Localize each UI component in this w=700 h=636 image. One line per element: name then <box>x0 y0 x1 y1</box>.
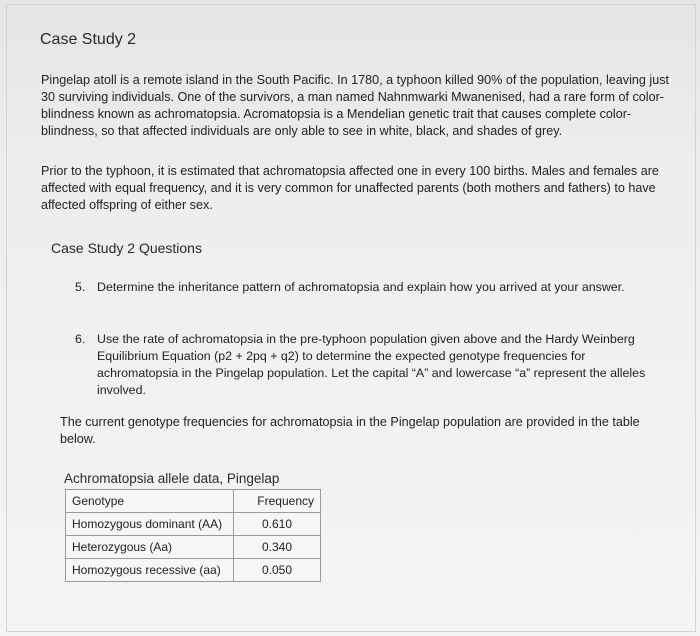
header-frequency: Frequency <box>234 490 321 513</box>
genotype-cell: Heterozygous (Aa) <box>66 536 234 559</box>
genotype-cell: Homozygous recessive (aa) <box>66 559 234 582</box>
table-row <box>66 513 321 536</box>
frequency-cell: 0.050 <box>234 559 321 582</box>
questions-heading: Case Study 2 Questions <box>51 240 202 256</box>
table-row <box>66 536 321 559</box>
question-text: Determine the inheritance pattern of achromatopsia and explain how you arrived at your answer. <box>97 280 625 294</box>
table-intro-paragraph: The current genotype frequencies for achromatopsia in the Pingelap population are provided in the table below. <box>60 415 640 446</box>
allele-data-table <box>65 489 321 582</box>
question-text: Use the rate of achromatopsia in the pre-typhoon population given above and the Hardy Weinberg Equilibrium Equation (p2 + 2pq + q2) to determine the expected genotype frequencies for achromatopsia in the Pingelap population. Let the capital “A” and lowercase “a” represent the alleles involved. <box>97 332 646 397</box>
header-genotype: Genotype <box>66 490 234 513</box>
frequency-cell: 0.340 <box>234 536 321 559</box>
question-number: 6. <box>75 332 86 346</box>
genotype-cell: Homozygous dominant (AA) <box>66 513 234 536</box>
table-row <box>66 559 321 582</box>
table-header-row <box>66 490 321 513</box>
table-caption: Achromatopsia allele data, Pingelap <box>64 471 280 486</box>
intro-paragraph: Pingelap atoll is a remote island in the South Pacific. In 1780, a typhoon killed 90% of the population, leaving just 30 surviving individuals. One of the survivors, a man named Nahnmwarki Mwanenised, had a rare form of color-blindness known as achromatopsia. Acromatopsia is a Mendelian genetic trait that causes complete color-blindness, so that affected individuals are only able to see in white, black, and shades of grey. <box>41 73 669 138</box>
frequency-cell: 0.610 <box>234 513 321 536</box>
document-title: Case Study 2 <box>40 31 137 48</box>
background-paragraph: Prior to the typhoon, it is estimated that achromatopsia affected one in every 100 births. Males and females are affected with equal frequency, and it is very common for unaffected parents (both mothers and fathers) to have affected offspring of either sex. <box>41 164 659 212</box>
question-number: 5. <box>75 280 86 294</box>
